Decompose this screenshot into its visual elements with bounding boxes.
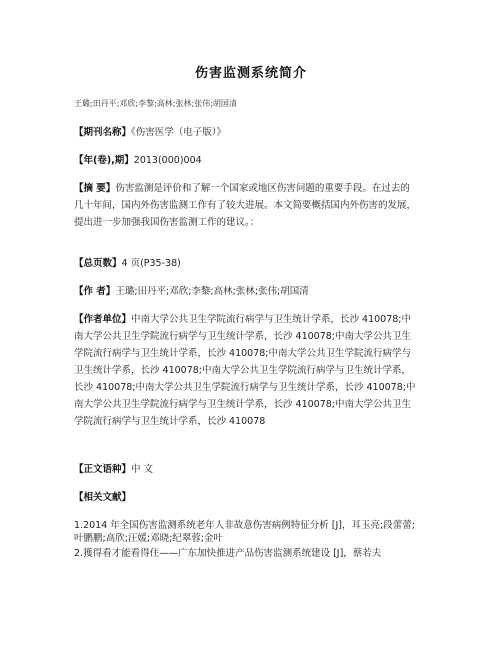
language-field	[74, 461, 434, 478]
language-value: 中 文	[131, 464, 154, 475]
issue-label: 【年(卷),期】	[74, 155, 134, 166]
pages-label: 【总页数】	[74, 258, 122, 269]
reference-line: 2.獲得看才能看得住——广东加快推进产品伤害监测系统建设 [J]，蔡若夫	[74, 548, 382, 559]
abstract-field	[74, 180, 434, 231]
affiliation-line: 卫生统计学系，长沙 410078;中南大学公共卫生学院流行病学与卫生统计学系，	[74, 365, 411, 376]
journal-field	[74, 124, 434, 141]
reference-item[interactable]	[74, 519, 434, 545]
references-heading	[74, 489, 434, 506]
issue-value: 2013(000)004	[133, 155, 202, 166]
abstract-label: 【摘 要】	[74, 183, 116, 194]
authors-value: 王璐;田丹平;邓欣;李黎;高林;张林;张伟;胡国清	[115, 286, 309, 297]
affiliation-line: 南大学公共卫生学院流行病学与卫生统计学系，长沙 410078;中南大学公共卫生	[74, 399, 411, 410]
abstract-line: 提出进一步加强我国伤害监测工作的建议。：	[74, 217, 260, 228]
document-title: 伤害监测系统简介	[194, 66, 307, 81]
reference-line: 1.2014 年全国伤害监测系统老年人非故意伤害病例特征分析 [J]，耳玉亮;段蕾蕾;	[74, 520, 415, 531]
authors-field	[74, 283, 434, 300]
issue-field	[74, 152, 434, 169]
abstract-line: 伤害监测是评价和了解一个国家或地区伤害问题的重要手段。在过去的	[115, 183, 410, 194]
authors-label: 【作 者】	[74, 286, 116, 297]
affiliation-label: 【作者单位】	[74, 314, 132, 325]
affiliation-line: 学院流行病学与卫生统计学系，长沙 410078	[74, 416, 266, 427]
references-label: 【相关文献】	[74, 492, 132, 503]
reference-item[interactable]	[74, 547, 434, 560]
journal-label: 【期刊名称】	[74, 127, 132, 138]
affiliation-line: 中南大学公共卫生学院流行病学与卫生统计学系，长沙 410078;中	[131, 314, 412, 325]
authors-line: 王璐;田丹平;邓欣;李黎;高林;张林;张伟;胡国清	[74, 99, 237, 108]
journal-value: 《伤害医学（电子版）》	[131, 127, 227, 138]
affiliation-line: 南大学公共卫生学院流行病学与卫生统计学系，长沙 410078;中南大学公共卫生	[74, 331, 411, 342]
language-label: 【正文语种】	[74, 464, 132, 475]
affiliation-line: 学院流行病学与卫生统计学系，长沙 410078;中南大学公共卫生学院流行病学与	[74, 348, 411, 359]
reference-line: 叶鹏鹏;高欣;汪媛;邓晓;纪翠蓉;金叶	[74, 533, 224, 544]
affiliation-line: 长沙 410078;中南大学公共卫生学院流行病学与卫生统计学系，长沙 410078;中	[74, 382, 416, 393]
pages-value: 4 页(P35-38)	[121, 258, 181, 269]
affiliation-field	[74, 311, 434, 430]
abstract-line: 几十年间，国内外伤害监测工作有了较大进展。本文简要概括国内外伤害的发展，	[74, 200, 417, 211]
pages-field	[74, 255, 434, 272]
